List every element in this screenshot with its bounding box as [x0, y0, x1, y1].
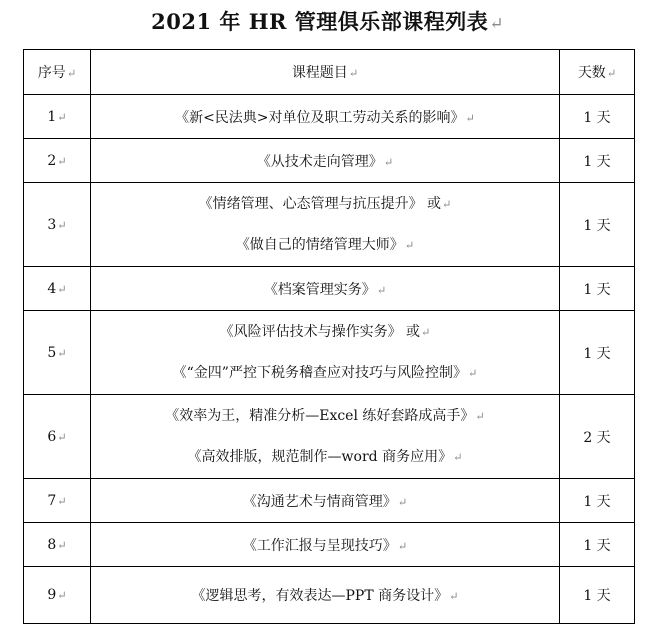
course-title-line: 《新<民法典>对单位及职工劳动关系的影响》: [175, 109, 465, 126]
days-cell: [560, 395, 635, 479]
paragraph-mark-icon: ↵: [57, 282, 67, 296]
table-row: [24, 311, 635, 395]
course-table: [23, 49, 635, 624]
days-cell: [560, 183, 635, 267]
course-title-cell: [91, 567, 560, 624]
paragraph-mark-icon: ↵: [449, 590, 459, 603]
paragraph-mark-icon: ↵: [66, 67, 77, 80]
row-number: 9: [47, 587, 57, 603]
paragraph-mark-icon: ↵: [57, 494, 67, 508]
paragraph-mark-icon: ↵: [57, 218, 67, 232]
title-text: 2021 年 HR 管理俱乐部课程列表: [151, 9, 489, 34]
paragraph-mark-icon: ↵: [606, 67, 617, 80]
course-title-line: 《逻辑思考，有效表达—PPT 商务设计》: [191, 588, 449, 604]
course-title-cell: [91, 95, 560, 139]
row-number-cell: [24, 267, 91, 311]
course-title-line-1: [91, 321, 559, 344]
days-cell: [560, 311, 635, 395]
table-row: [24, 523, 635, 567]
table-row: [24, 139, 635, 183]
course-title-line-2: [91, 362, 559, 385]
row-number: 7: [47, 492, 57, 509]
header-cell-days: [560, 50, 635, 95]
days-cell: [560, 95, 635, 139]
days-cell: [560, 523, 635, 567]
paragraph-mark-icon: ↵: [57, 430, 67, 444]
course-days: 1 天: [583, 109, 611, 126]
row-number-cell: [24, 479, 91, 523]
course-title-line-2: [91, 234, 559, 257]
table-row: [24, 183, 635, 267]
course-days: 1 天: [583, 493, 611, 510]
table-row: [24, 95, 635, 139]
header-days-text: 天数: [577, 65, 606, 81]
row-number: 3: [47, 216, 57, 233]
days-cell: [560, 139, 635, 183]
paragraph-mark-icon: ↵: [57, 589, 67, 602]
course-title-line-1: [91, 405, 559, 428]
paragraph-mark-icon: ↵: [57, 346, 67, 360]
table-row: [24, 395, 635, 479]
row-number-cell: [24, 183, 91, 267]
row-number: 6: [47, 428, 57, 445]
document-title: [0, 6, 655, 38]
course-days: 1 天: [583, 153, 611, 170]
paragraph-mark-icon: ↵: [376, 283, 387, 297]
row-number-cell: [24, 311, 91, 395]
row-number-cell: [24, 395, 91, 479]
row-number: 2: [47, 152, 57, 169]
row-number-cell: [24, 523, 91, 567]
course-title-cell: [91, 267, 560, 311]
course-title-line: 《工作汇报与呈现技巧》: [242, 537, 397, 554]
course-title-text: 《风险评估技术与操作实务》 或: [219, 323, 421, 340]
row-number: 5: [47, 344, 57, 361]
paragraph-mark-icon: ↵: [397, 495, 408, 509]
course-title-cell: [91, 395, 560, 479]
course-days: 1 天: [583, 588, 611, 604]
course-title-text: 《“金四”严控下税务稽查应对技巧与风险控制》: [172, 364, 467, 381]
paragraph-mark-icon: ↵: [57, 154, 67, 168]
course-title-line: 《从技术走向管理》: [256, 153, 383, 170]
row-number: 1: [47, 108, 57, 125]
paragraph-mark-icon: ↵: [348, 67, 359, 80]
course-title-text: 《做自己的情绪管理大师》: [235, 236, 404, 253]
course-title-cell: [91, 139, 560, 183]
course-title-cell: [91, 311, 560, 395]
paragraph-mark-icon: ↵: [421, 325, 431, 339]
row-number-cell: [24, 139, 91, 183]
table-row: [24, 267, 635, 311]
course-title-text: 《效率为王，精准分析—Excel 练好套路成高手》: [165, 407, 475, 424]
table-header-row: [24, 50, 635, 95]
row-number: 4: [47, 280, 57, 297]
course-title-line-2: [91, 446, 559, 469]
paragraph-mark-icon: ↵: [383, 155, 394, 169]
header-no-text: 序号: [37, 65, 66, 81]
line-spacer: [91, 428, 559, 446]
row-number-cell: [24, 95, 91, 139]
days-cell: [560, 479, 635, 523]
header-cell-title: [91, 50, 560, 95]
course-days: 1 天: [583, 537, 611, 554]
row-number: 8: [47, 536, 57, 553]
course-days: 1 天: [583, 345, 611, 362]
row-number-cell: [24, 567, 91, 624]
header-cell-no: [24, 50, 91, 95]
course-title-cell: [91, 479, 560, 523]
paragraph-mark-icon: ↵: [489, 13, 504, 33]
paragraph-mark-icon: ↵: [397, 539, 408, 553]
header-title-text: 课程题目: [291, 65, 348, 81]
paragraph-mark-icon: ↵: [57, 538, 67, 552]
paragraph-mark-icon: ↵: [57, 110, 67, 124]
course-days: 2 天: [583, 429, 611, 446]
course-days: 1 天: [583, 281, 611, 298]
course-title-line: 《沟通艺术与情商管理》: [242, 493, 397, 510]
course-title-cell: [91, 523, 560, 567]
paragraph-mark-icon: ↵: [475, 409, 485, 423]
paragraph-mark-icon: ↵: [467, 366, 478, 380]
course-title-cell: [91, 183, 560, 267]
table-row: [24, 479, 635, 523]
course-title-text: 《高效排版，规范制作—word 商务应用》: [187, 448, 453, 465]
days-cell: [560, 267, 635, 311]
course-title-text: 《情绪管理、心态管理与抗压提升》 或: [198, 195, 442, 212]
course-title-line: 《档案管理实务》: [263, 281, 376, 298]
course-title-line-1: [91, 193, 559, 216]
paragraph-mark-icon: ↵: [453, 450, 463, 464]
days-cell: [560, 567, 635, 624]
paragraph-mark-icon: ↵: [404, 238, 415, 252]
paragraph-mark-icon: ↵: [442, 197, 452, 211]
line-spacer: [91, 344, 559, 362]
paragraph-mark-icon: ↵: [465, 111, 475, 125]
line-spacer: [91, 216, 559, 234]
course-days: 1 天: [583, 217, 611, 234]
table-row: [24, 567, 635, 624]
